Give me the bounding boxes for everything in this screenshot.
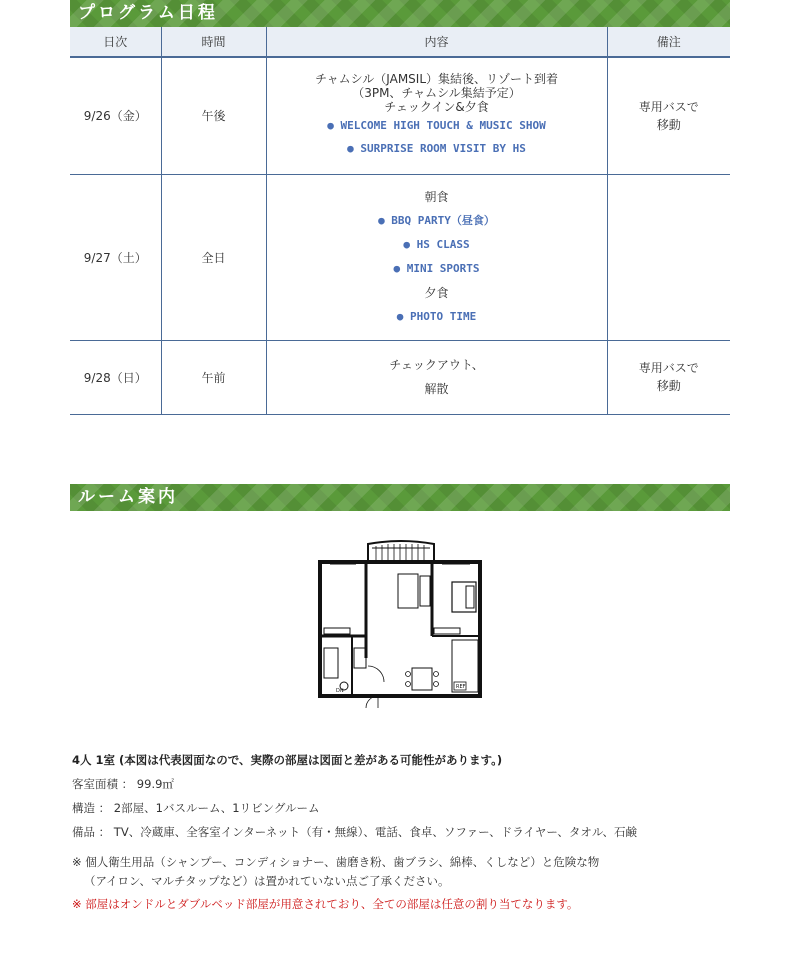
floorplan-image [316,536,486,712]
note-line: 専用バスで [638,99,699,114]
event-item: ● WELCOME HIGH TOUCH & MUSIC SHOW [327,118,546,132]
content-line: 夕食 [424,286,449,300]
table-row [70,340,730,414]
event-item: ● PHOTO TIME [396,310,477,323]
row-note [607,57,730,174]
room-note-hygiene-cont: （アイロン、マルチタップなど）は置かれていない点ご了承ください。 [84,874,450,888]
row-content [266,57,607,174]
program-section-header [70,0,730,27]
table-row [70,174,730,340]
program-table [70,27,730,415]
room-structure: 構造 ： 2部屋、1バスルーム、1リビングルーム [72,801,320,815]
row-content [266,174,607,340]
event-item: ● SURPRISE ROOM VISIT BY HS [347,141,526,155]
row-date: 9/27（土） [70,174,161,340]
header-content: 内容 [266,27,607,57]
header-day: 日次 [70,27,161,57]
content-line: 朝食 [424,190,449,204]
event-item: ● BBQ PARTY（昼食） [378,214,495,227]
room-headline: 4人 1室 (本図は代表図面なので、実際の部屋は図面と差がある可能性があります。) [72,753,503,767]
table-header-row [70,27,730,57]
row-time: 午後 [161,57,266,174]
note-line: 移動 [656,379,681,393]
content-line: （3PM、チャムシル集結予定） [352,85,521,100]
floorplan-label-dn: DN [336,688,344,694]
header-time: 時間 [161,27,266,57]
content-line: チェックアウト、 [389,358,484,372]
floorplan-label-ref: REF [456,684,466,690]
row-note [607,174,730,340]
event-item: ● HS CLASS [403,238,470,251]
row-time: 午前 [161,340,266,414]
row-content [266,340,607,414]
content-line: チャムシル（JAMSIL）集結後、リゾート到着 [314,71,559,86]
row-time: 全日 [161,174,266,340]
content-line: チェックイン&夕食 [384,99,489,114]
row-note [607,340,730,414]
room-note-assignment: ※ 部屋はオンドルとダブルベッド部屋が用意されており、全ての部屋は任意の割り当てなります。 [72,897,579,911]
header-notes: 備注 [607,27,730,57]
row-date: 9/28（日） [70,340,161,414]
event-item: ● MINI SPORTS [393,262,480,275]
room-amenities: 備品 ： TV、冷蔵庫、全客室インターネット（有・無線）、電話、食卓、ソファー、ドライヤー、タオル、石鹸 [72,825,637,839]
note-line: 移動 [656,117,681,132]
room-title: ルーム案内 [78,487,178,507]
room-section-header [70,484,730,511]
room-note-hygiene: ※ 個人衛生用品（シャンプー、コンディショナー、歯磨き粉、歯ブラシ、綿棒、くしなど）と危険な物 [72,855,600,869]
room-area: 客室面積 ： 99.9㎡ [72,777,174,791]
program-title: プログラム日程 [78,3,218,23]
content-line: 解散 [424,382,449,396]
note-line: 専用バスで [638,361,699,375]
row-date: 9/26（金） [70,57,161,174]
table-row [70,57,730,174]
